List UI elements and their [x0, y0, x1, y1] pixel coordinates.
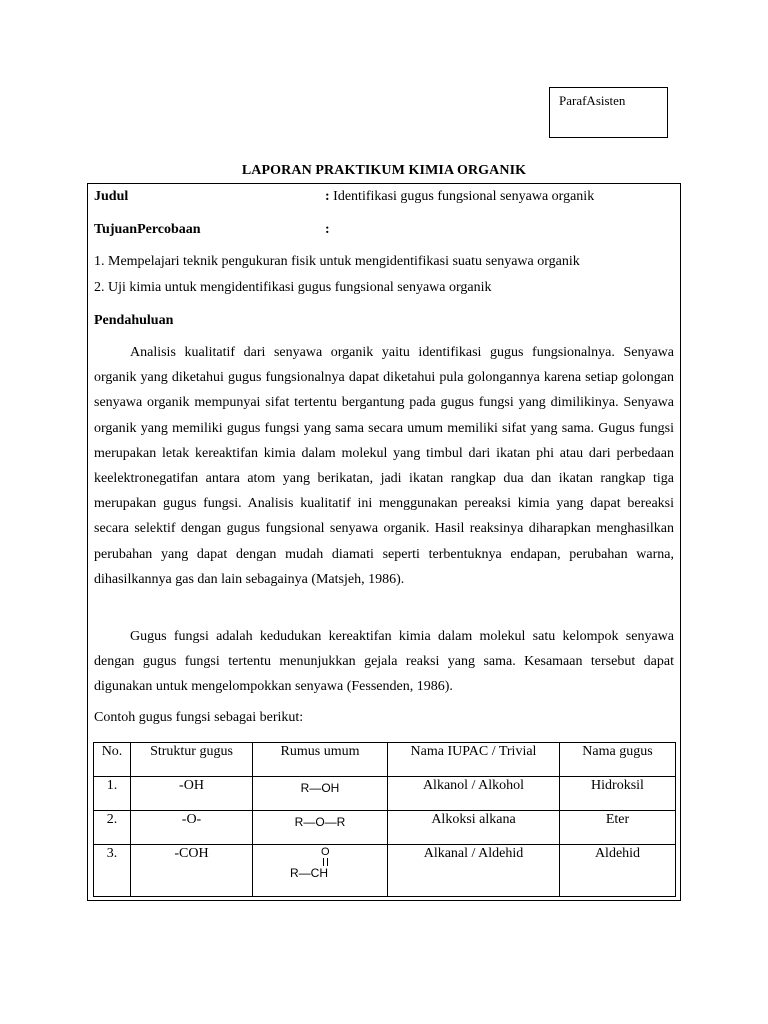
- judul-label: Judul: [94, 189, 129, 204]
- header-no: No.: [94, 743, 131, 777]
- example-intro: Contoh gugus fungsi sebagai berikut:: [94, 710, 304, 725]
- cell-rumus: [253, 811, 388, 845]
- judul-row: [94, 189, 595, 205]
- pendahuluan-heading: Pendahuluan: [94, 313, 174, 328]
- header-struktur: Struktur gugus: [131, 743, 253, 777]
- judul-separator: :: [325, 189, 330, 204]
- objective-1: 1. Mempelajari teknik pengukuran fisik untuk mengidentifikasi suatu senyawa organik: [94, 254, 580, 269]
- formula-aldehyde: [290, 846, 350, 884]
- cell-nama-iupac: Alkoksi alkana: [388, 811, 560, 845]
- cell-no: 2.: [94, 811, 131, 845]
- paragraph-intro: Analisis kualitatif dari senyawa organik yaitu identifikasi gugus fungsionalnya. Senyawa organik yang diketahui gugus fungsionalnya dapat diketahui pula golongannya karena setiap golongan senyawa organik mempunyai sifat tertentu bergantung pada gugus fungsi yang dimilikinya. Senyawa organik yang memiliki gugus fungsi yang sama secara umum memiliki sifat yang sama. Gugus fungsi merupakan letak kereaktifan kimia dalam molekul yang timbul dari ikatan phi atau dari perbedaan keelektronegatifan antara atom yang berikatan, jadi ikatan rangkap dua dan ikatan rangkap tiga merupakan gugus fungsi. Analisis kualitatif ini menggunakan pereaksi kimia yang dapat bereaksi secara selektif dengan gugus fungsional senyawa organik. Hasil reaksinya diharapkan menghasilkan perubahan yang dapat dengan mudah diamati seperti terbentuknya endapan, perubahan warna, dihasilkannya gas dan lain sebagainya (Matsjeh, 1986).: [94, 345, 674, 587]
- objective-2: 2. Uji kimia untuk mengidentifikasi gugus fungsional senyawa organik: [94, 280, 492, 295]
- report-title: LAPORAN PRAKTIKUM KIMIA ORGANIK: [241, 163, 527, 178]
- cell-rumus: [253, 845, 388, 897]
- judul-value: Identifikasi gugus fungsional senyawa organik: [333, 189, 595, 204]
- aldehyde-oxygen: O: [321, 846, 330, 858]
- judul-value-group: [325, 189, 594, 205]
- table-row: [94, 777, 676, 811]
- cell-nama-iupac: Alkanal / Aldehid: [388, 845, 560, 897]
- table-row: [94, 811, 676, 845]
- aldehyde-chain: R—CH: [290, 866, 328, 880]
- cell-nama-iupac: Alkanol / Alkohol: [388, 777, 560, 811]
- header-rumus: Rumus umum: [253, 743, 388, 777]
- functional-group-table: [93, 742, 676, 897]
- paraf-asisten-label: ParafAsisten: [559, 93, 626, 108]
- cell-struktur: -OH: [131, 777, 253, 811]
- header-nama-iupac: Nama IUPAC / Trivial: [388, 743, 560, 777]
- paraf-asisten-box: [549, 87, 668, 138]
- table-header-row: [94, 743, 676, 777]
- cell-struktur: -COH: [131, 845, 253, 897]
- cell-struktur: -O-: [131, 811, 253, 845]
- cell-nama-gugus: Hidroksil: [560, 777, 676, 811]
- cell-nama-gugus: Eter: [560, 811, 676, 845]
- tujuan-separator: :: [325, 222, 330, 237]
- formula-ether: R—O—R: [294, 815, 346, 829]
- cell-nama-gugus: Aldehid: [560, 845, 676, 897]
- tujuan-label: TujuanPercobaan: [94, 222, 201, 237]
- tujuan-row: [94, 222, 330, 238]
- double-bond-icon: [323, 858, 328, 866]
- cell-no: 1.: [94, 777, 131, 811]
- formula-alcohol: R—OH: [300, 781, 340, 795]
- header-nama-gugus: Nama gugus: [560, 743, 676, 777]
- table-row: [94, 845, 676, 897]
- paragraph-gugus-fungsi: Gugus fungsi adalah kedudukan kereaktifan kimia dalam molekul satu kelompok senyawa dengan gugus fungsi tertentu menunjukkan gejala reaksi yang sama. Kesamaan tersebut dapat digunakan untuk mengelompokkan senyawa (Fessenden, 1986).: [94, 629, 674, 695]
- cell-no: 3.: [94, 845, 131, 897]
- cell-rumus: [253, 777, 388, 811]
